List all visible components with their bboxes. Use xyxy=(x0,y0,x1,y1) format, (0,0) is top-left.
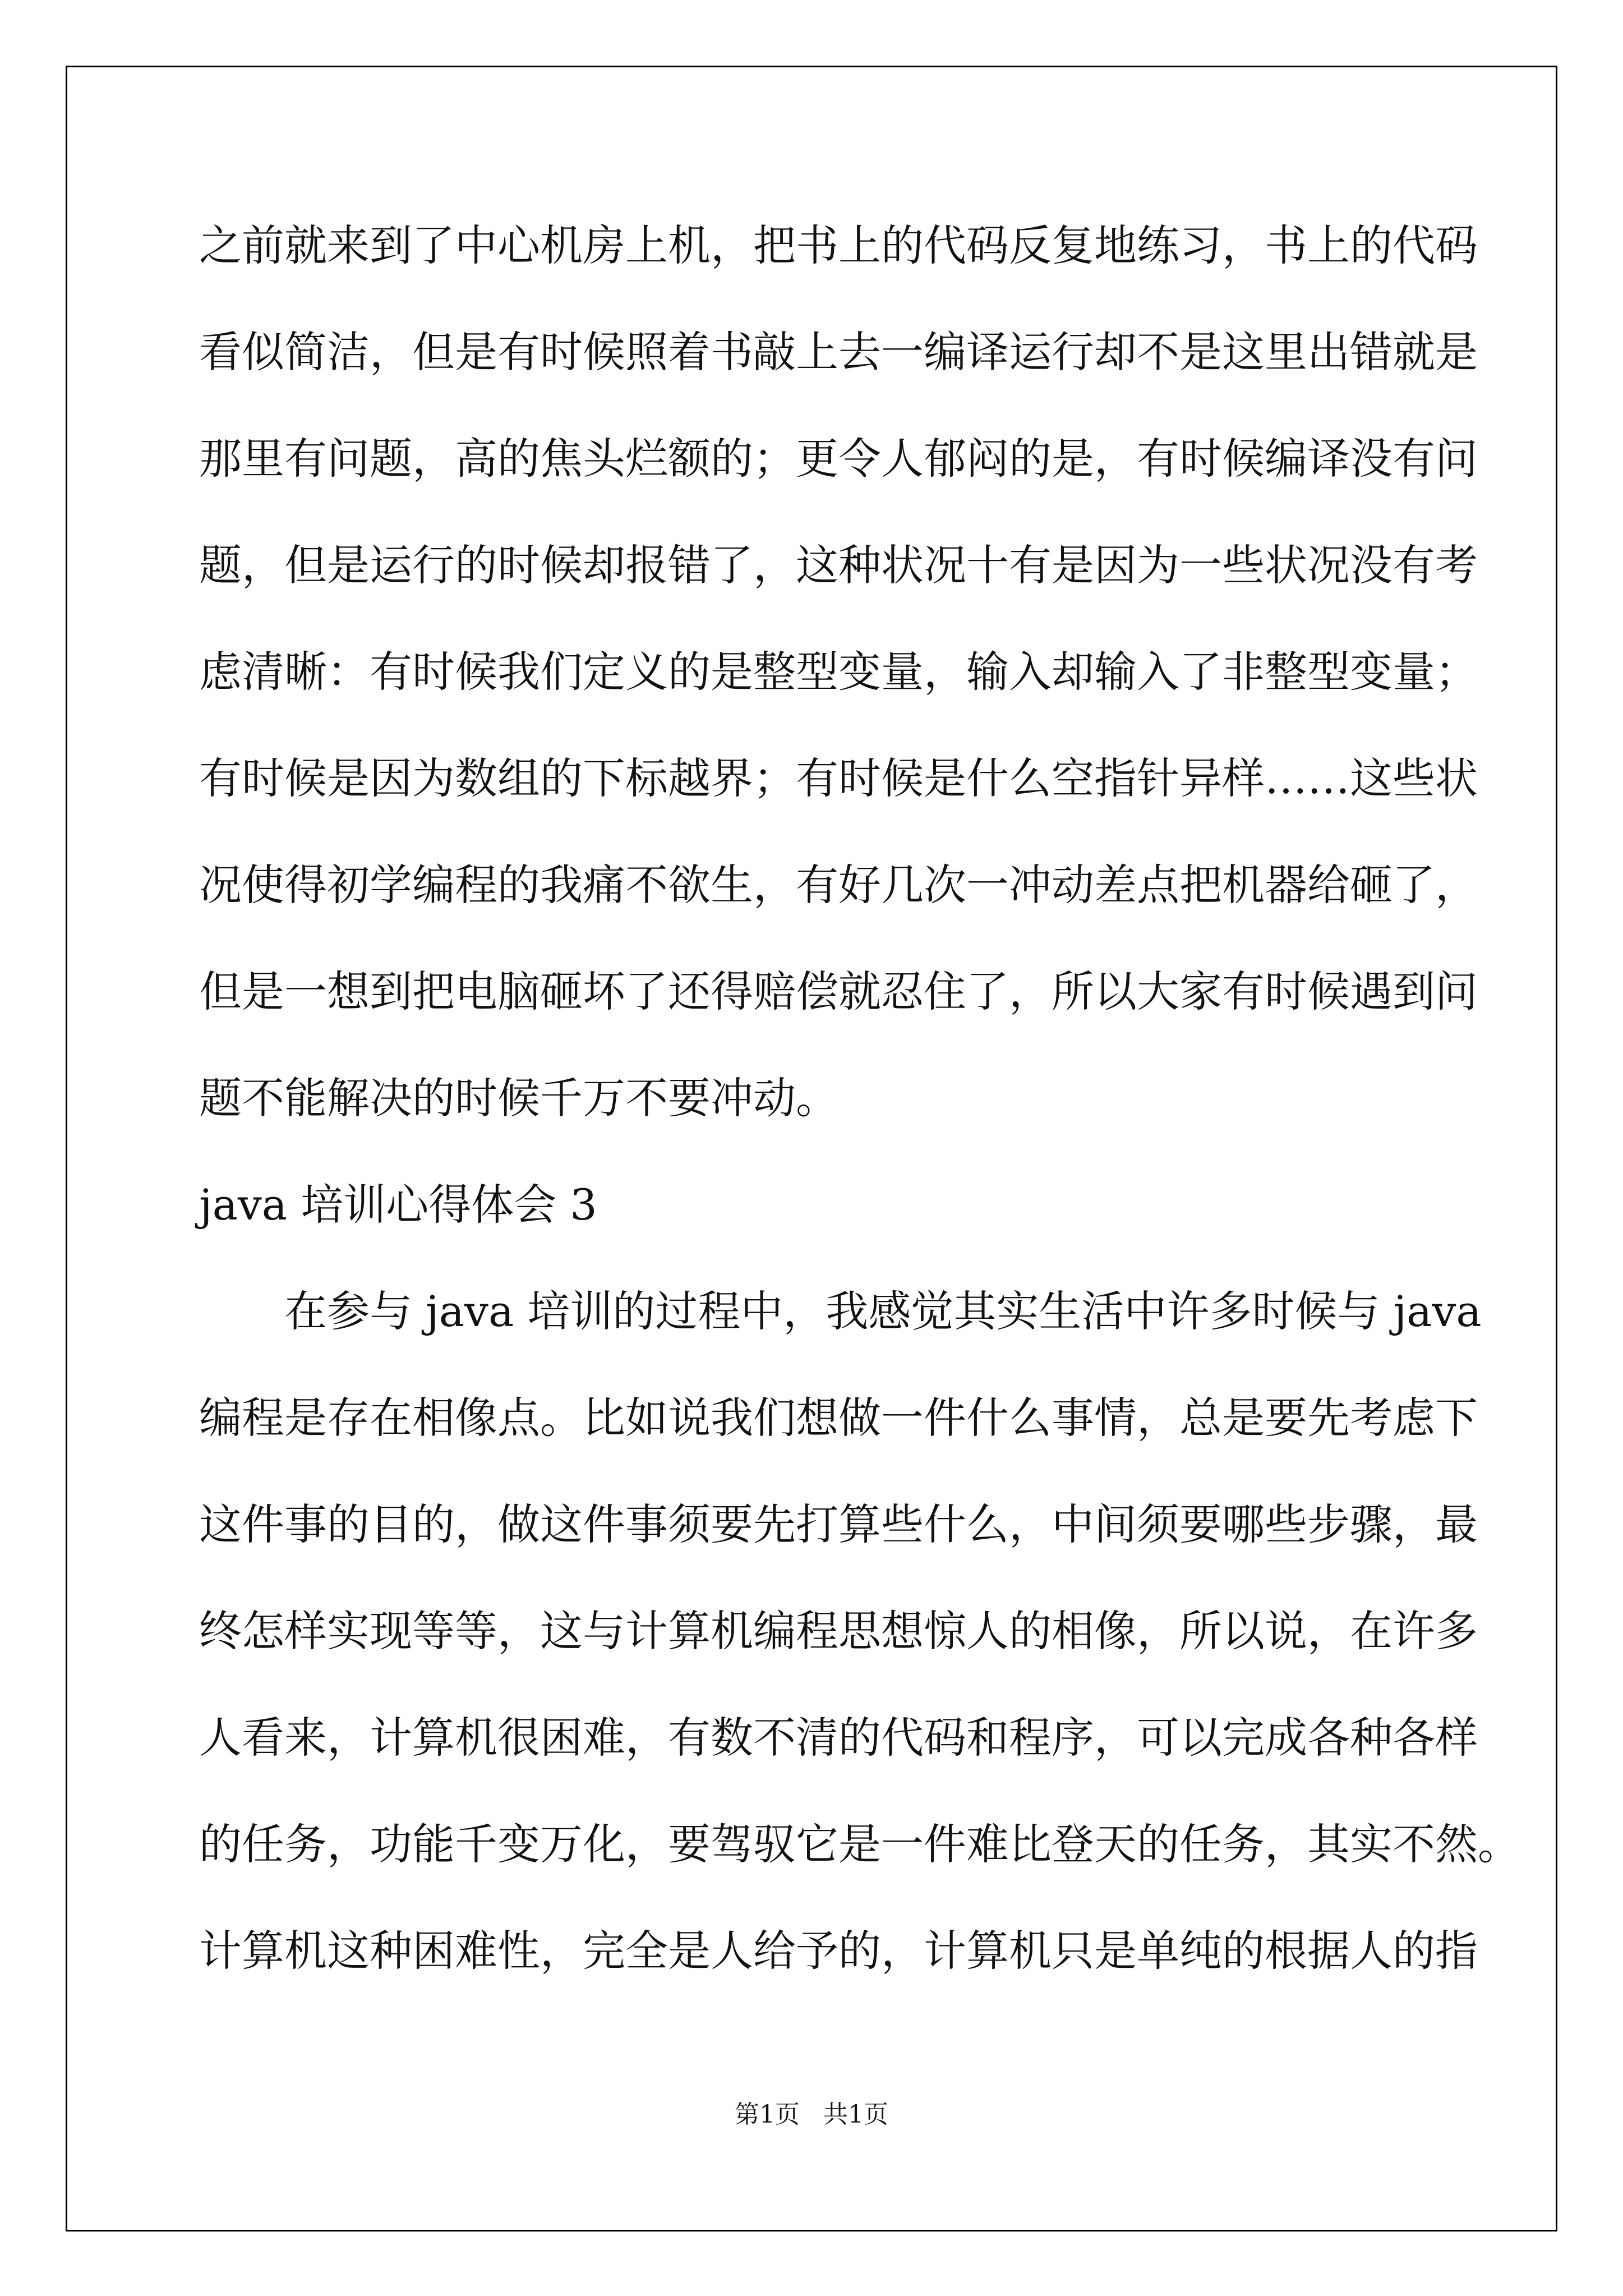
paragraph-line: 计算机这种困难性，完全是人给予的，计算机只是单纯的根据人的指 xyxy=(199,1926,1478,1976)
page-footer: 第1页 共1页 xyxy=(735,2100,888,2129)
paragraph-line: 那里有问题，高的焦头烂额的；更令人郁闷的是，有时候编译没有问 xyxy=(199,434,1478,484)
paragraph-line: 人看来，计算机很困难，有数不清的代码和程序，可以完成各种各样 xyxy=(199,1713,1478,1763)
paragraph-line: 题不能解决的时候千万不要冲动。 xyxy=(199,1073,838,1123)
paragraph-line: 编程是存在相像点。比如说我们想做一件什么事情，总是要先考虑下 xyxy=(199,1393,1478,1443)
paragraph-line: 看似简洁，但是有时候照着书敲上去一编译运行却不是这里出错就是 xyxy=(199,327,1478,377)
section-heading: java 培训心得体会 3 xyxy=(199,1180,597,1230)
paragraph-line: 终怎样实现等等，这与计算机编程思想惊人的相像，所以说，在许多 xyxy=(199,1606,1478,1656)
paragraph-line: 况使得初学编程的我痛不欲生，有好几次一冲动差点把机器给砸了， xyxy=(199,860,1478,910)
paragraph-line: 这件事的目的，做这件事须要先打算些什么，中间须要哪些步骤，最 xyxy=(199,1499,1478,1549)
paragraph-line: 在参与 java 培训的过程中，我感觉其实生活中许多时候与 java xyxy=(199,1286,1482,1336)
page-border xyxy=(66,66,1557,2231)
paragraph-line: 之前就来到了中心机房上机，把书上的代码反复地练习，书上的代码 xyxy=(199,220,1478,270)
paragraph-line: 有时候是因为数组的下标越界；有时候是什么空指针异样……这些状 xyxy=(199,753,1478,803)
paragraph-line: 题，但是运行的时候却报错了，这种状况十有是因为一些状况没有考 xyxy=(199,540,1478,590)
paragraph-line: 但是一想到把电脑砸坏了还得赔偿就忍住了，所以大家有时候遇到问 xyxy=(199,967,1478,1016)
paragraph-line: 虑清晰：有时候我们定义的是整型变量，输入却输入了非整型变量； xyxy=(199,647,1478,697)
paragraph-line: 的任务，功能千变万化，要驾驭它是一件难比登天的任务，其实不然。 xyxy=(199,1819,1520,1869)
